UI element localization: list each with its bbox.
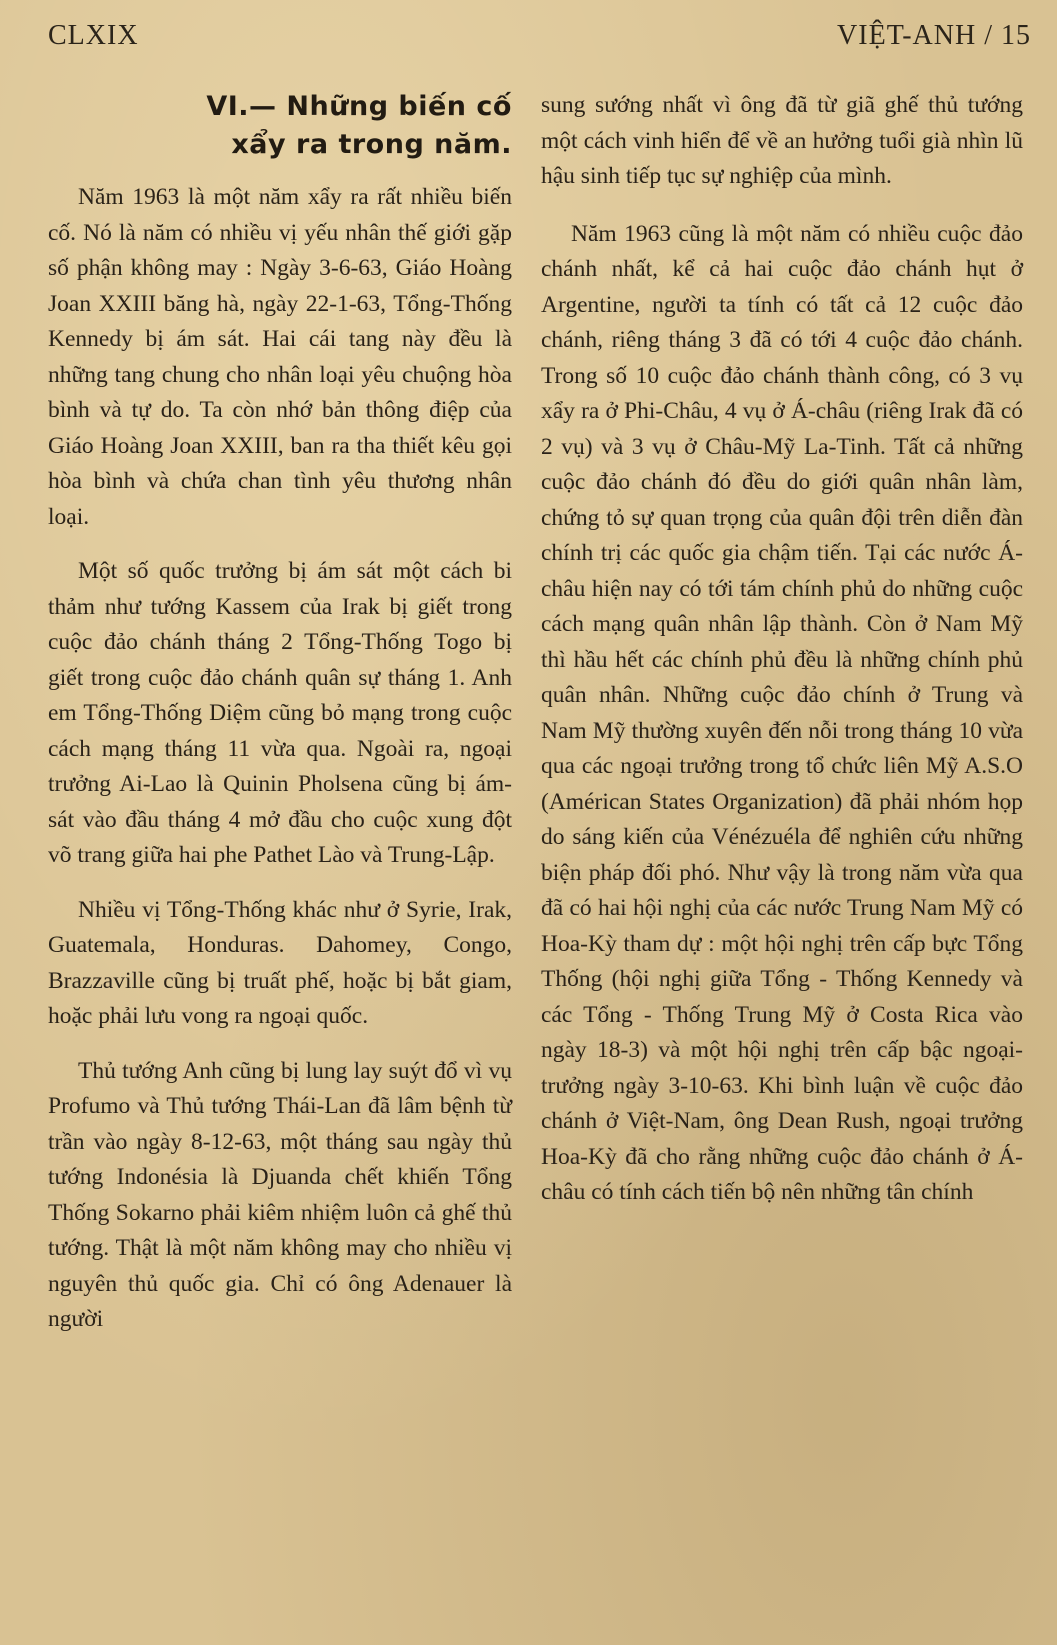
page-number-roman: CLXIX bbox=[48, 20, 139, 51]
paragraph-continued: sung sướng nhất vì ông đã từ giã ghế thủ tướng một cách vinh hiển để về an hưởng tuổi già nhìn lũ hậu sinh tiếp tục sự nghiệp của mình. bbox=[541, 92, 1023, 189]
section-heading-line-2: xẩy ra trong năm. bbox=[231, 129, 512, 160]
running-title: VIỆT-ANH / 15 bbox=[837, 20, 1031, 51]
right-column bbox=[541, 88, 1023, 1230]
left-column bbox=[48, 88, 512, 1357]
paragraph: Năm 1963 là một năm xẩy ra rất nhiều biến cố. Nó là năm có nhiều vị yếu nhân thế giới gặp số phận không may : Ngày 3-6-63, Giáo Hoàng Joan XXIII băng hà, ngày 22-1-63, Tổng-Thống Kennedy bị ám sát. Hai cái tang này đều là những tang chung cho nhân loại yêu chuộng hòa bình và tự do. Ta còn nhớ bản thông điệp của Giáo Hoàng Joan XXIII, ban ra tha thiết kêu gọi hòa bình và chứa chan tình yêu thương nhân loại. bbox=[48, 184, 512, 530]
section-heading bbox=[48, 88, 512, 164]
page-header bbox=[48, 14, 1031, 64]
paragraph: Nhiều vị Tổng-Thống khác như ở Syrie, Irak, Guatemala, Honduras. Dahomey, Congo, Brazzaville cũng bị truất phế, hoặc bị bắt giam, hoặc phải lưu vong ra ngoại quốc. bbox=[48, 896, 512, 1029]
paragraph: Năm 1963 cũng là một năm có nhiều cuộc đảo chánh nhất, kể cả hai cuộc đảo chánh hụt ở Argentine, người ta tính có tất cả 12 cuộc đảo chánh, riêng tháng 3 đã có tới 4 cuộc đảo chánh. Trong số 10 cuộc đảo chánh thành công, có 3 vụ xẩy ra ở Phi-Châu, 4 vụ ở Á-châu (riêng Irak đã có 2 vụ) và 3 vụ ở Châu-Mỹ La-Tinh. Tất cả những cuộc đảo chánh đó đều do giới quân nhân làm, chứng tỏ sự quan trọng của quân đội trên diễn đàn chính trị các quốc gia chậm tiến. Tại các nước Á-châu hiện nay có tới tám chính phủ do những cuộc cách mạng quân nhân lập thành. Còn ở Nam Mỹ thì hầu hết các chính phủ đều là những chính phủ quân nhân. Những cuộc đảo chính ở Trung và Nam Mỹ thường xuyên đến nỗi trong tháng 10 vừa qua các ngoại trưởng trong tổ chức liên Mỹ A.S.O (Américan States Organization) đã phải nhóm họp do sáng kiến của Vénézuéla để nghiên cứu những biện pháp đối phó. Như vậy là trong năm vừa qua đã có hai hội nghị của các nước Trung Nam Mỹ có Hoa-Kỳ tham dự : một hội nghị trên cấp bực Tổng Thống (hội nghị giữa Tổng - Thống Kennedy và các Tổng - Thống Trung Mỹ ở Costa Rica vào ngày 18-3) và một hội nghị trên cấp bậc ngoại-trưởng ngày 3-10-63. Khi bình luận về cuộc đảo chánh ở Việt-Nam, ông Dean Rush, ngoại trưởng Hoa-Kỳ đã cho rằng những cuộc đảo chánh ở Á-châu có tính cách tiến bộ nên những tân chính bbox=[541, 220, 1023, 1205]
paragraph: Một số quốc trưởng bị ám sát một cách bi thảm như tướng Kassem của Irak bị giết trong cuộc đảo chánh tháng 2 Tổng-Thống Togo bị giết trong cuộc đảo chánh quân sự tháng 1. Anh em Tổng-Thống Diệm cũng bỏ mạng trong cuộc cách mạng tháng 11 vừa qua. Ngoài ra, ngoại trưởng Ai-Lao là Quinin Pholsena cũng bị ám-sát vào đầu tháng 4 mở đầu cho cuộc xung đột võ trang giữa hai phe Pathet Lào và Trung-Lập. bbox=[48, 558, 512, 868]
paragraph: Thủ tướng Anh cũng bị lung lay suýt đổ vì vụ Profumo và Thủ tướng Thái-Lan đã lâm bệnh từ trần vào ngày 8-12-63, một tháng sau ngày thủ tướng Indonésia là Djuanda chết khiến Tổng Thống Sokarno phải kiêm nhiệm luôn cả ghế thủ tướng. Thật là một năm không may cho nhiều vị nguyên thủ quốc gia. Chỉ có ông Adenauer là người bbox=[48, 1057, 512, 1332]
section-heading-line-1: VI.— Những biến cố bbox=[206, 91, 512, 122]
